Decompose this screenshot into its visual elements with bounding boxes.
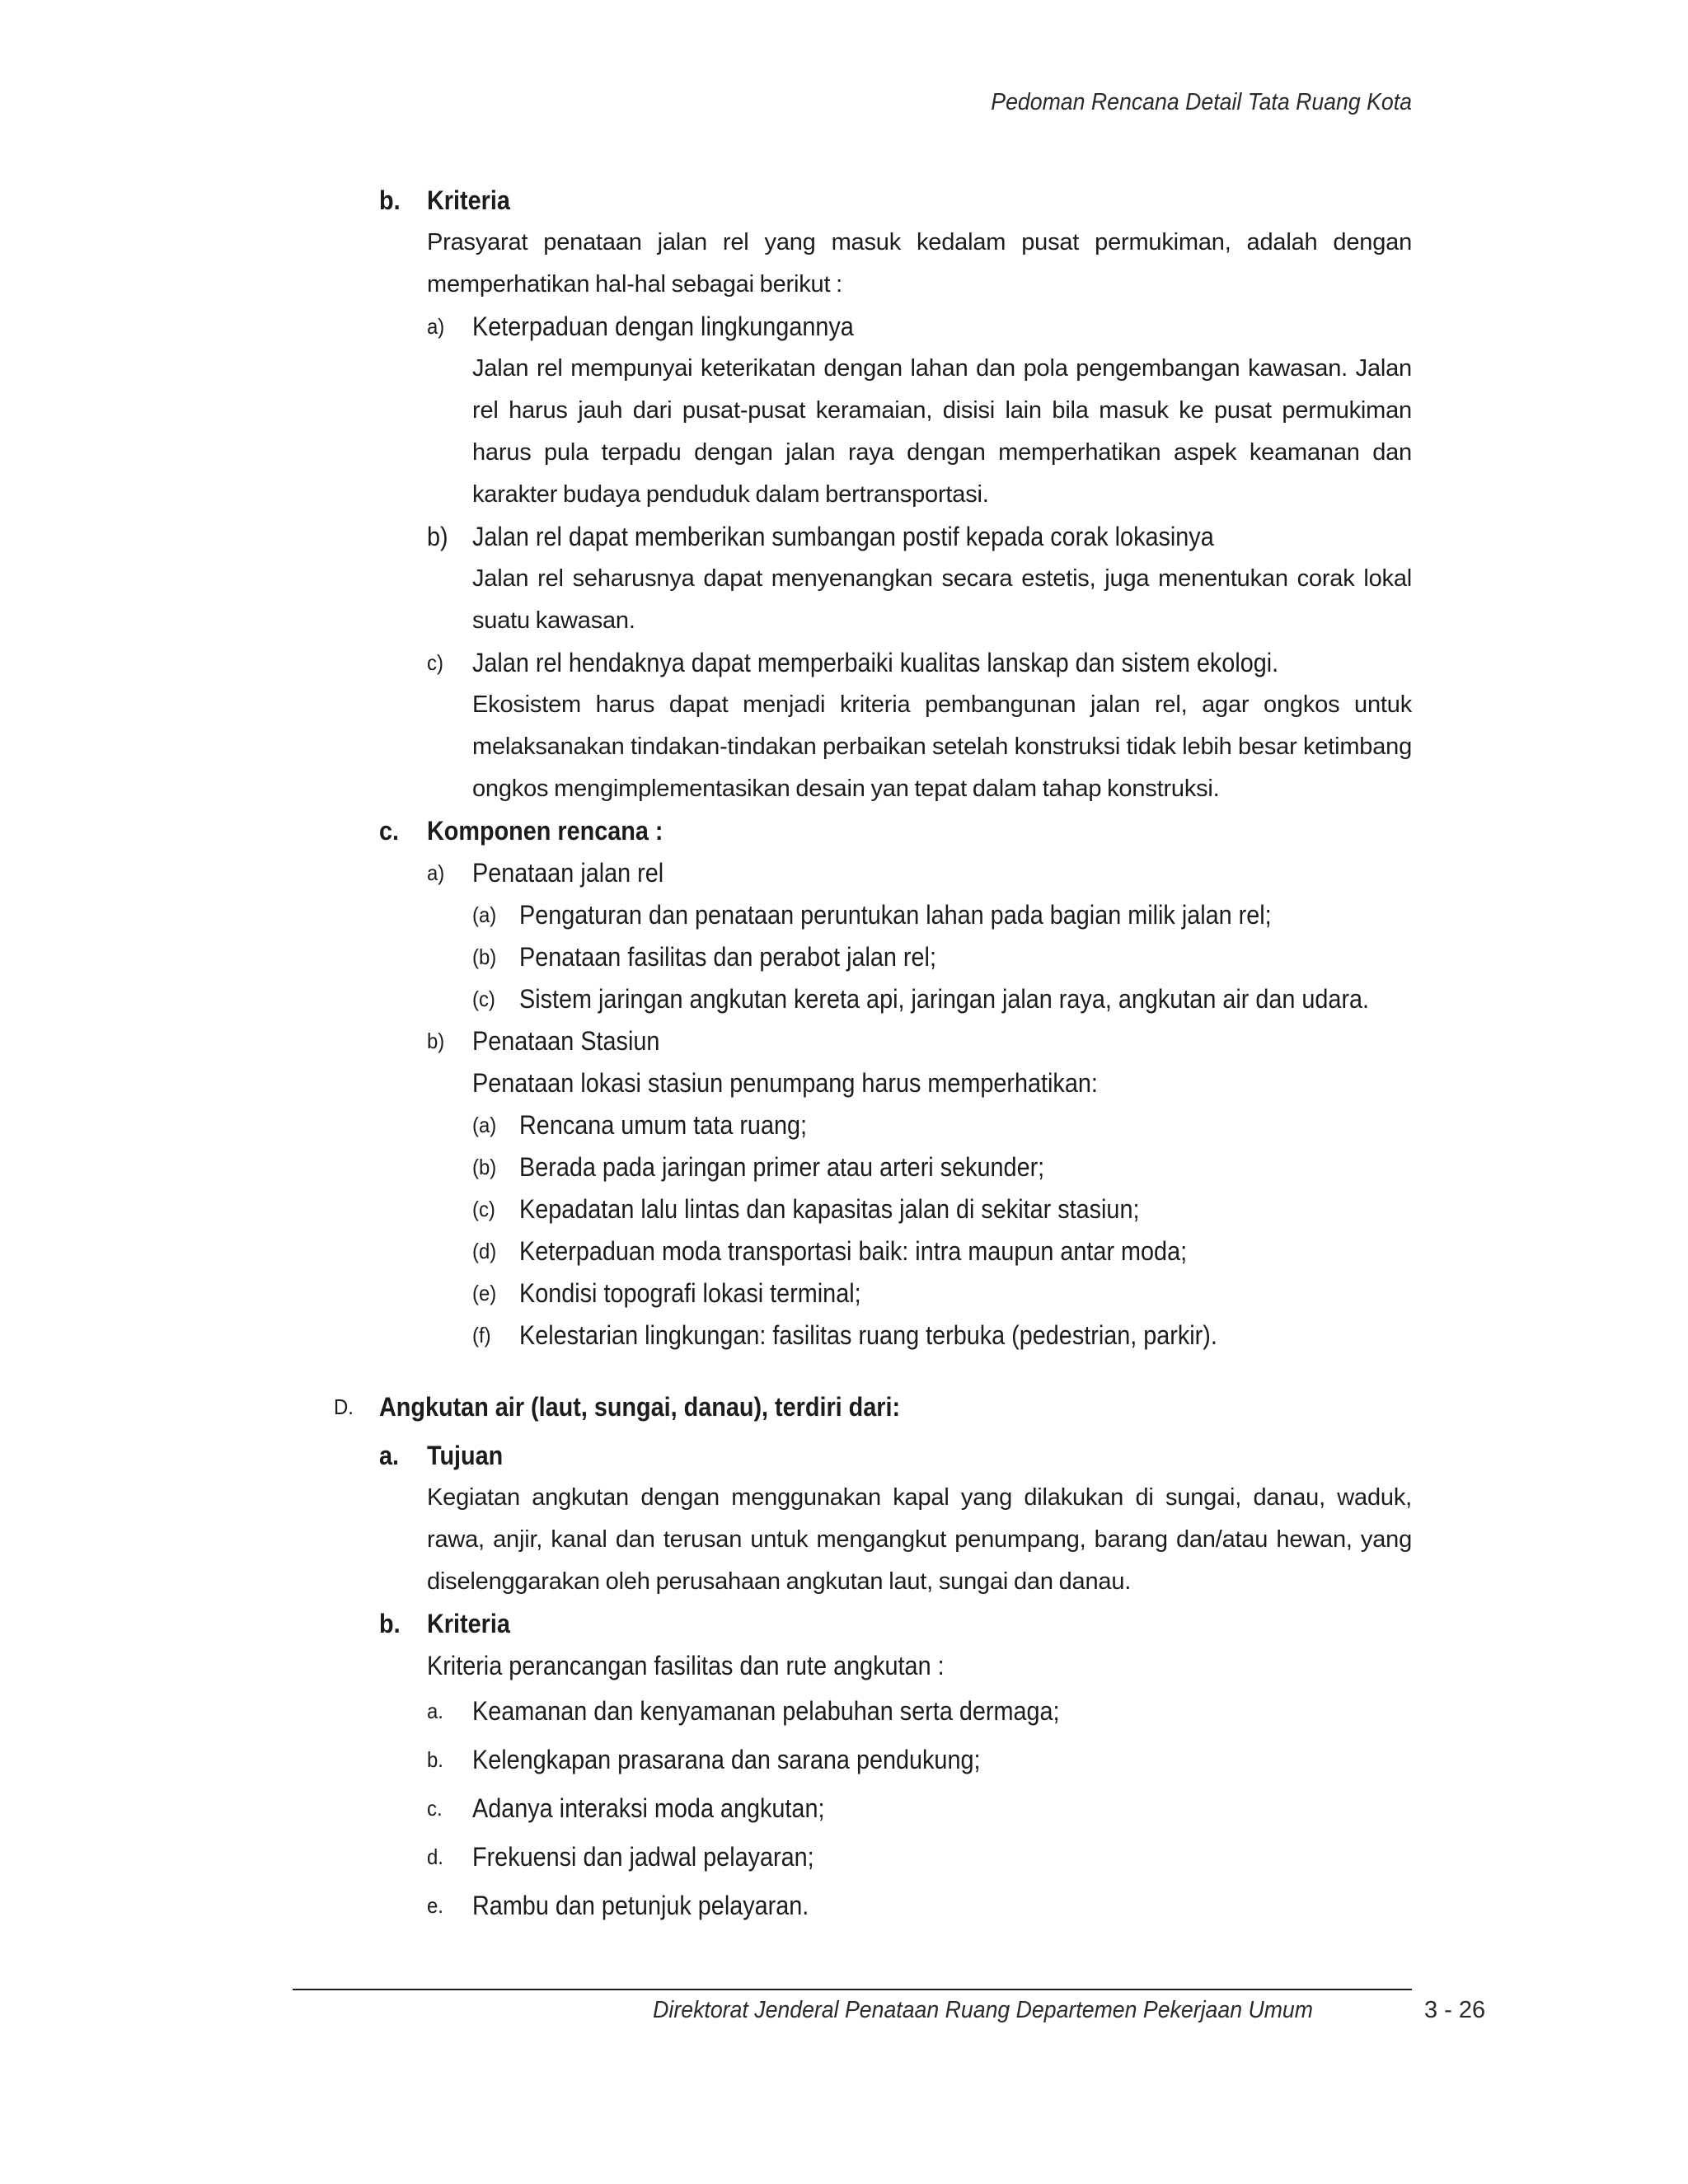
page-content xyxy=(0,180,1688,1930)
section-title: Tujuan xyxy=(427,1441,504,1470)
sub-list-item xyxy=(0,1188,1688,1230)
list-item-text: Frekuensi dan jadwal pelayaran; xyxy=(472,1842,814,1872)
section-title: Angkutan air (laut, sungai, danau), terdiri dari: xyxy=(379,1392,901,1422)
intro-text: Kriteria perancangan fasilitas dan rute angkutan : xyxy=(427,1651,945,1680)
list-item xyxy=(0,642,1688,684)
sub-list-item xyxy=(0,1146,1688,1188)
footer-rule xyxy=(293,1989,1412,1990)
spacer xyxy=(0,1428,1688,1435)
list-item xyxy=(0,1784,1688,1833)
sub-list-text: Berada pada jaringan primer atau arteri sekunder; xyxy=(519,1152,1045,1182)
section-marker: a. xyxy=(379,1441,400,1470)
list-item-text: Rambu dan petunjuk pelayaran. xyxy=(472,1891,809,1920)
list-item xyxy=(0,1833,1688,1882)
list-item-intro xyxy=(0,1645,1688,1687)
sub-list-text: Kondisi topografi lokasi terminal; xyxy=(519,1278,861,1308)
section-marker: D. xyxy=(334,1394,354,1419)
section-marker: b. xyxy=(379,185,401,215)
sub-list-marker: (b) xyxy=(472,944,497,969)
sub-list-text: Kepadatan lalu lintas dan kapasitas jalan di sekitar stasiun; xyxy=(519,1194,1140,1224)
sub-list-text: Keterpaduan moda transportasi baik: intra maupun antar moda; xyxy=(519,1236,1188,1266)
sub-list-marker: (d) xyxy=(472,1239,497,1263)
list-item xyxy=(0,516,1688,558)
list-item-title: Jalan rel hendaknya dapat memperbaiki kualitas lanskap dan sistem ekologi. xyxy=(472,648,1279,677)
list-marker: c) xyxy=(427,650,443,675)
page-header: Pedoman Rencana Detail Tata Ruang Kota xyxy=(991,89,1412,115)
page-number: 3 - 26 xyxy=(1424,1997,1486,2023)
sub-list-item xyxy=(0,1230,1688,1272)
list-item xyxy=(0,1882,1688,1930)
sub-list-item xyxy=(0,1315,1688,1357)
sub-list-marker: (c) xyxy=(472,987,495,1011)
sub-list-text: Kelestarian lingkungan: fasilitas ruang terbuka (pedestrian, parkir). xyxy=(519,1320,1217,1350)
sub-list-marker: (f) xyxy=(472,1323,491,1347)
section-title: Kriteria xyxy=(427,185,510,215)
sub-list-item xyxy=(0,894,1688,936)
list-item xyxy=(0,1020,1688,1062)
sub-list-item xyxy=(0,978,1688,1020)
list-item-title: Penataan jalan rel xyxy=(472,858,664,888)
sub-list-marker: (a) xyxy=(472,902,497,927)
sub-list-marker: (a) xyxy=(472,1113,497,1137)
subsection-heading xyxy=(0,1603,1688,1645)
section-title: Kriteria xyxy=(427,1609,510,1638)
list-marker: d. xyxy=(427,1844,443,1869)
paragraph: Kegiatan angkutan dengan menggunakan kapal yang dilakukan di sungai, danau, waduk, rawa, anjir, kanal dan terusan untuk mengangkut penumpang, barang dan/atau hewan, yang diselenggarakan oleh perusahaan angkutan laut, sungai dan danau. xyxy=(427,1484,1412,1595)
list-marker: b) xyxy=(427,522,448,551)
section-marker: b. xyxy=(379,1609,401,1638)
list-marker: a. xyxy=(427,1699,443,1723)
spacer xyxy=(0,1357,1688,1386)
paragraph: Jalan rel mempunyai keterikatan dengan lahan dan pola pengembangan kawasan. Jalan rel harus jauh dari pusat-pusat keramaian, disisi lain bila masuk ke pusat permukiman harus pula terpadu dengan jalan raya dengan memperhatikan aspek keamanan dan karakter budaya penduduk dalam bertransportasi. xyxy=(472,355,1412,508)
list-item-title: Penataan Stasiun xyxy=(472,1026,660,1056)
list-item xyxy=(0,1736,1688,1784)
section-D-heading xyxy=(0,1386,1688,1428)
sub-list-item xyxy=(0,1104,1688,1146)
list-item-text: Kelengkapan prasarana dan sarana pendukung; xyxy=(472,1745,981,1774)
sub-list-text: Sistem jaringan angkutan kereta api, jaringan jalan raya, angkutan air dan udara. xyxy=(519,984,1370,1014)
paragraph: Ekosistem harus dapat menjadi kriteria pembangunan jalan rel, agar ongkos untuk melaksanakan tindakan-tindakan perbaikan setelah konstruksi tidak lebih besar ketimbang ongkos mengimplementasikan desain yan tepat dalam tahap konstruksi. xyxy=(472,691,1412,802)
sub-list-item xyxy=(0,1272,1688,1315)
list-marker: a) xyxy=(427,314,445,339)
sub-list-marker: (e) xyxy=(472,1281,497,1305)
section-b-heading xyxy=(0,180,1688,222)
section-title: Komponen rencana : xyxy=(427,816,663,846)
sub-list-text: Penataan fasilitas dan perabot jalan rel; xyxy=(519,942,936,972)
sub-list-item xyxy=(0,936,1688,978)
subsection-heading xyxy=(0,1435,1688,1477)
list-marker: a) xyxy=(427,860,445,885)
intro-text: Penataan lokasi stasiun penumpang harus memperhatikan: xyxy=(472,1068,1098,1098)
list-item xyxy=(0,1687,1688,1736)
section-marker: c. xyxy=(379,816,400,846)
sub-list-text: Pengaturan dan penataan peruntukan lahan pada bagian milik jalan rel; xyxy=(519,900,1272,930)
section-c-heading xyxy=(0,810,1688,852)
list-item xyxy=(0,852,1688,894)
paragraph: Prasyarat penataan jalan rel yang masuk kedalam pusat permukiman, adalah dengan memperhatikan hal-hal sebagai berikut : xyxy=(427,229,1412,298)
list-marker: c. xyxy=(427,1796,443,1821)
list-marker: b. xyxy=(427,1747,443,1772)
list-marker: e. xyxy=(427,1893,443,1918)
list-item-text: Keamanan dan kenyamanan pelabuhan serta dermaga; xyxy=(472,1696,1060,1726)
list-marker: b) xyxy=(427,1029,445,1053)
paragraph: Jalan rel seharusnya dapat menyenangkan secara estetis, juga menentukan corak lokal suatu kawasan. xyxy=(472,565,1412,634)
sub-list-marker: (c) xyxy=(472,1197,495,1221)
sub-list-text: Rencana umum tata ruang; xyxy=(519,1110,808,1140)
sub-list-marker: (b) xyxy=(472,1155,497,1179)
list-item xyxy=(0,306,1688,348)
list-item-title: Jalan rel dapat memberikan sumbangan postif kepada corak lokasinya xyxy=(472,522,1214,551)
list-item-text: Adanya interaksi moda angkutan; xyxy=(472,1793,825,1823)
list-item-title: Keterpaduan dengan lingkungannya xyxy=(472,312,854,341)
page-footer: Direktorat Jenderal Penataan Ruang Departemen Pekerjaan Umum xyxy=(653,1997,1313,2023)
list-item-intro xyxy=(0,1062,1688,1104)
